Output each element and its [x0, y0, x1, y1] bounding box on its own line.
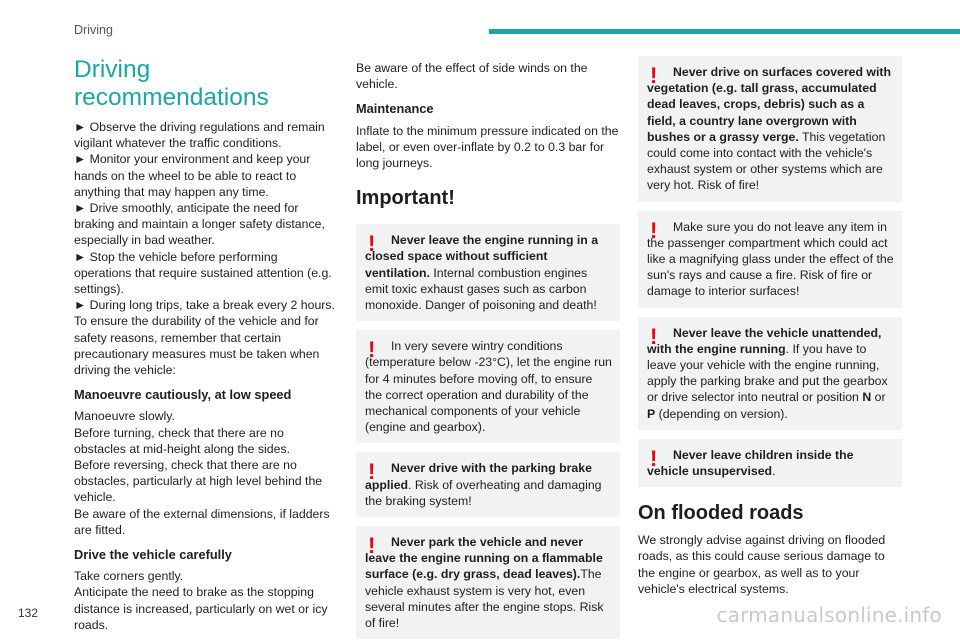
paragraph-line: Before reversing, check that there are no obstacles, particularly at high level behind the vehicle.: [74, 458, 323, 505]
paragraph-line: Manoeuvre slowly.: [74, 409, 175, 424]
watermark: carmanualsonline.info: [716, 603, 942, 627]
page-title: Driving recommendations: [74, 56, 269, 111]
warning-box: [638, 317, 902, 430]
warning-text: In very severe wintry conditions (temperature below -23°C), let the engine run for 4 minutes before moving off, to ensure the correct operation and durability of the mechanical components of your vehicle (engine and gearbox).: [365, 339, 612, 435]
intro-paragraph: To ensure the durability of the vehicle and for safety reasons, remember that certain precautionary measures must be taken when driving the vehicle:: [74, 314, 320, 378]
maintenance-paragraph: Inflate to the minimum pressure indicated on the label, or even over-inflate by 0.2 to 0.3 bar for long journeys.: [356, 123, 619, 171]
warning-box: [356, 452, 620, 517]
bullet-item: ► Monitor your environment and keep your hands on the wheel to be able to react to anything that may happen any time.: [74, 152, 311, 199]
section-header: Driving: [74, 23, 113, 37]
exclamation-icon: !: [650, 63, 658, 88]
warning-text: (depending on version).: [655, 406, 788, 421]
column-3: [638, 56, 902, 597]
warning-bold: Never park the vehicle and never leave the engine running on a flammable surface (e.g. dry grass, dead leaves).: [365, 535, 603, 582]
exclamation-icon: !: [368, 337, 376, 363]
paragraph-line: Anticipate the need to brake as the stopping distance is increased, particularly on wet or icy roads.: [74, 585, 328, 632]
header-accent-bar: [489, 29, 960, 34]
position-n: N: [862, 390, 872, 405]
warning-bold: Never drive on surfaces covered with vegetation (e.g. tall grass, accumulated dead leaves, crops, debris) such as a field, a country lane overgrown with bushes or a grassy verge.: [647, 65, 892, 144]
warning-box: [638, 439, 902, 487]
exclamation-icon: !: [368, 533, 376, 559]
flooded-roads-paragraph: We strongly advise against driving on flooded roads, as this could cause serious damage to the engine or gearbox, as well as to your vehicle's electrical systems.: [638, 533, 886, 596]
warning-box: [356, 330, 620, 443]
exclamation-icon: !: [368, 459, 376, 485]
subheading-maintenance: Maintenance: [356, 101, 434, 117]
important-heading: Important!: [356, 187, 455, 210]
exclamation-icon: !: [650, 323, 658, 349]
column-2: [356, 60, 620, 640]
warning-text: . If you have to leave your vehicle with the engine running, apply the parking brake and put the gearbox or drive selector into neutral or position: [647, 341, 888, 405]
warning-text: . Risk of overheating and damaging the braking system!: [365, 477, 602, 508]
flooded-roads-heading: On flooded roads: [638, 502, 804, 525]
warning-text: Internal combustion engines emit toxic exhaust gases such as carbon monoxide. Danger of poisoning and death!: [365, 265, 597, 313]
subheading-manoeuvre: Manoeuvre cautiously, at low speed: [74, 387, 292, 403]
warning-box: [638, 56, 902, 202]
warning-text: Make sure you do not leave any item in the passenger compartment which could act like a magnifying glass under the effect of the sun's rays and cause a fire. Risk of fire or damage to interior surfaces!: [647, 219, 894, 299]
bullet-item: ► Drive smoothly, anticipate the need for braking and maintain a longer safety distance, especially in bad weather.: [74, 201, 325, 248]
exclamation-icon: !: [650, 445, 658, 471]
bullet-item: ► Stop the vehicle before performing operations that require sustained attention (e.g. settings).: [74, 249, 332, 297]
position-p: P: [647, 406, 656, 421]
warning-bold: Never leave the vehicle unattended, with the engine running: [647, 325, 882, 356]
warning-bold: Never leave children inside the vehicle unsupervised: [647, 447, 854, 479]
exclamation-icon: !: [650, 217, 658, 243]
column-1: [74, 56, 336, 633]
page-number: 132: [18, 606, 39, 620]
subheading-drive-carefully: Drive the vehicle carefully: [74, 547, 232, 563]
warning-text: The vehicle exhaust system is very hot, even several minutes after the engine stops. Risk of fire!: [365, 567, 604, 631]
bullet-item: ► Observe the driving regulations and remain vigilant whatever the traffic conditions.: [74, 120, 325, 151]
warning-text: .: [772, 464, 776, 479]
warning-text: This vegetation could come into contact with the vehicle's exhaust system or other systems which are very hot. Risk of fire!: [647, 129, 886, 193]
warning-box: [356, 526, 620, 639]
side-winds-paragraph: Be aware of the effect of side winds on the vehicle.: [356, 61, 588, 92]
paragraph-line: Be aware of the external dimensions, if ladders are fitted.: [74, 506, 330, 537]
exclamation-icon: !: [368, 231, 376, 257]
warning-box: [638, 211, 902, 308]
paragraph-line: Before turning, check that there are no obstacles at mid-height along the sides.: [74, 425, 291, 456]
warning-bold: Never drive with the parking brake applied: [365, 461, 592, 492]
warning-box: [356, 224, 620, 321]
warning-text: or: [871, 390, 886, 405]
paragraph-line: Take corners gently.: [74, 569, 184, 584]
bullet-item: ► During long trips, take a break every 2 hours.: [74, 298, 335, 313]
warning-bold: Never leave the engine running in a closed space without sufficient ventilation.: [365, 233, 599, 280]
